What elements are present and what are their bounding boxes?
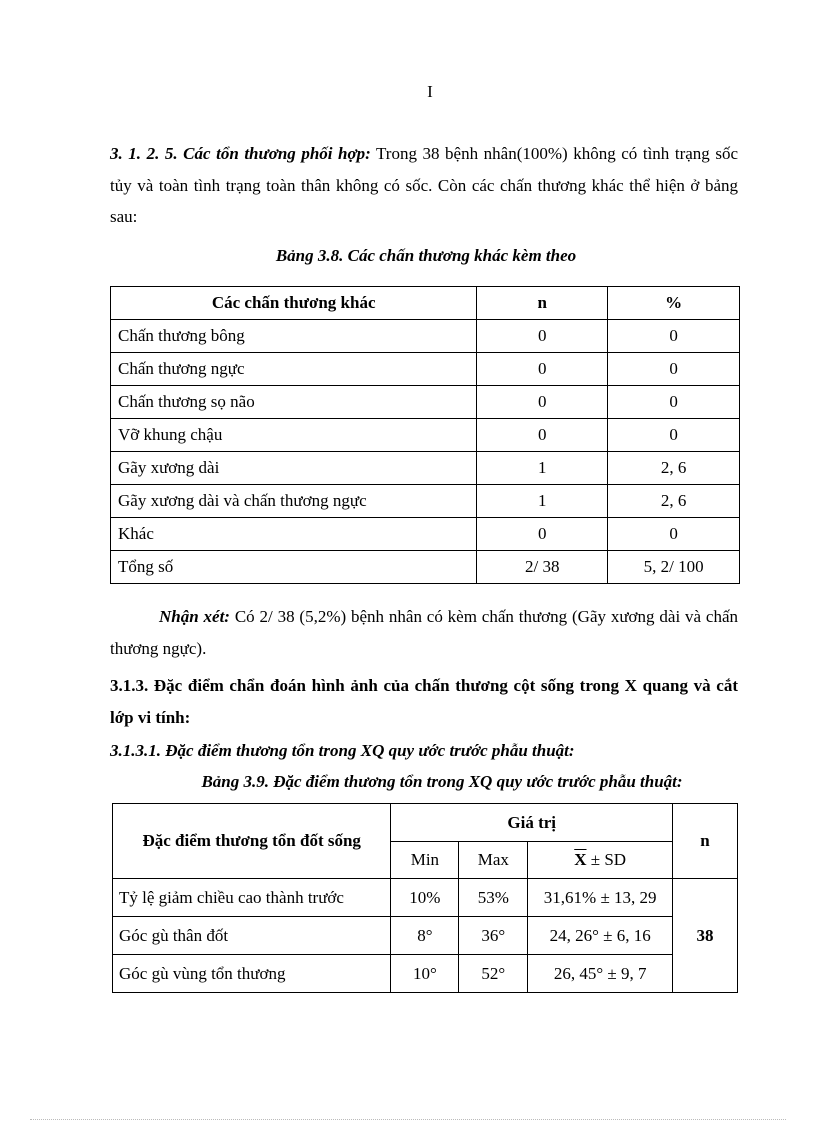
table-cell: 0 — [608, 518, 740, 551]
table-cell: 1 — [477, 452, 608, 485]
subsection-heading: 3.1.3.1. Đặc điểm thương tổn trong XQ quy ước trước phẫu thuật: — [110, 741, 575, 760]
table-cell: Khác — [111, 518, 477, 551]
column-header: Max — [459, 842, 528, 879]
table-caption: Bảng 3.8. Các chấn thương khác kèm theo — [275, 246, 577, 265]
table-row — [111, 551, 740, 584]
table-header-row — [111, 287, 740, 320]
table-cell: 0 — [477, 353, 608, 386]
table-row — [111, 320, 740, 353]
other-injuries-table — [110, 286, 740, 584]
table-cell: Góc gù vùng tổn thương — [113, 955, 391, 993]
table-cell: 0 — [608, 386, 740, 419]
column-header: Các chấn thương khác — [111, 287, 477, 320]
table-cell: 2, 6 — [608, 485, 740, 518]
table-cell: 0 — [477, 419, 608, 452]
table-row — [113, 917, 738, 955]
table-cell: Gãy xương dài và chấn thương ngực — [111, 485, 477, 518]
table-cell: 5, 2/ 100 — [608, 551, 740, 584]
table-cell: 36° — [459, 917, 528, 955]
column-header: n — [673, 804, 738, 879]
table-cell: 8° — [391, 917, 459, 955]
column-header: n — [477, 287, 608, 320]
table-row — [111, 518, 740, 551]
table-cell: Góc gù thân đốt — [113, 917, 391, 955]
column-header: Giá trị — [391, 804, 673, 842]
section-heading: 3.1.3. Đặc điểm chẩn đoán hình ảnh của chấn thương cột sống trong X quang và cắt lớp vi tính: — [110, 676, 738, 727]
table-row — [111, 452, 740, 485]
paragraph-associated-injuries — [110, 138, 738, 233]
table-cell: 52° — [459, 955, 528, 993]
n-value-cell: 38 — [673, 879, 738, 993]
table-row — [113, 955, 738, 993]
table-cell: Chấn thương bông — [111, 320, 477, 353]
table-cell: Vỡ khung chậu — [111, 419, 477, 452]
mean-symbol: $\overline{X}$ — [574, 850, 587, 869]
table-cell: 0 — [608, 320, 740, 353]
table-row — [111, 485, 740, 518]
table-cell: Tỷ lệ giảm chiều cao thành trước — [113, 879, 391, 917]
table-row — [113, 879, 738, 917]
column-header: % — [608, 287, 740, 320]
table-row — [111, 386, 740, 419]
table-cell: 0 — [608, 353, 740, 386]
paragraph-comment — [110, 601, 738, 664]
table-caption: Bảng 3.9. Đặc điểm thương tổn trong XQ quy ước trước phẫu thuật: — [201, 772, 683, 791]
page-bottom-divider — [30, 1119, 786, 1120]
sd-label: ± SD — [586, 850, 627, 869]
column-header: Min — [391, 842, 459, 879]
table-cell: 10% — [391, 879, 459, 917]
table-cell: 0 — [477, 386, 608, 419]
table-cell: 10° — [391, 955, 459, 993]
table-cell: Tổng số — [111, 551, 477, 584]
table-cell: 24, 26° ± 6, 16 — [528, 917, 673, 955]
paragraph-text: Trong 38 bệnh nhân(100%) không có tình trạng sốc tủy và toàn tình trạng toàn thân không có sốc. Còn các chấn thương khác thể hiện ở bảng sau: — [110, 144, 738, 226]
table-cell: Chấn thương sọ não — [111, 386, 477, 419]
table-row — [111, 353, 740, 386]
table-cell: 0 — [477, 518, 608, 551]
table-cell: 53% — [459, 879, 528, 917]
table-cell: 2, 6 — [608, 452, 740, 485]
page-number: I — [427, 82, 433, 101]
xray-lesion-table — [112, 803, 738, 993]
comment-label: Nhận xét: — [159, 607, 230, 626]
table-cell: 2/ 38 — [477, 551, 608, 584]
table-cell: 31,61% ± 13, 29 — [528, 879, 673, 917]
table-cell: 26, 45° ± 9, 7 — [528, 955, 673, 993]
table-row — [111, 419, 740, 452]
table-cell: 1 — [477, 485, 608, 518]
table-cell: 0 — [477, 320, 608, 353]
table-header-row — [113, 804, 738, 842]
table-cell: Gãy xương dài — [111, 452, 477, 485]
column-header-mean-sd — [528, 842, 673, 879]
table-cell: Chấn thương ngực — [111, 353, 477, 386]
column-header: Đặc điểm thương tổn đốt sống — [113, 804, 391, 879]
section-label: 3. 1. 2. 5. Các tổn thương phối hợp: — [110, 144, 371, 163]
table-cell: 0 — [608, 419, 740, 452]
paragraph-text: Có 2/ 38 (5,2%) bệnh nhân có kèm chấn thương (Gãy xương dài và chấn thương ngực). — [110, 607, 738, 658]
